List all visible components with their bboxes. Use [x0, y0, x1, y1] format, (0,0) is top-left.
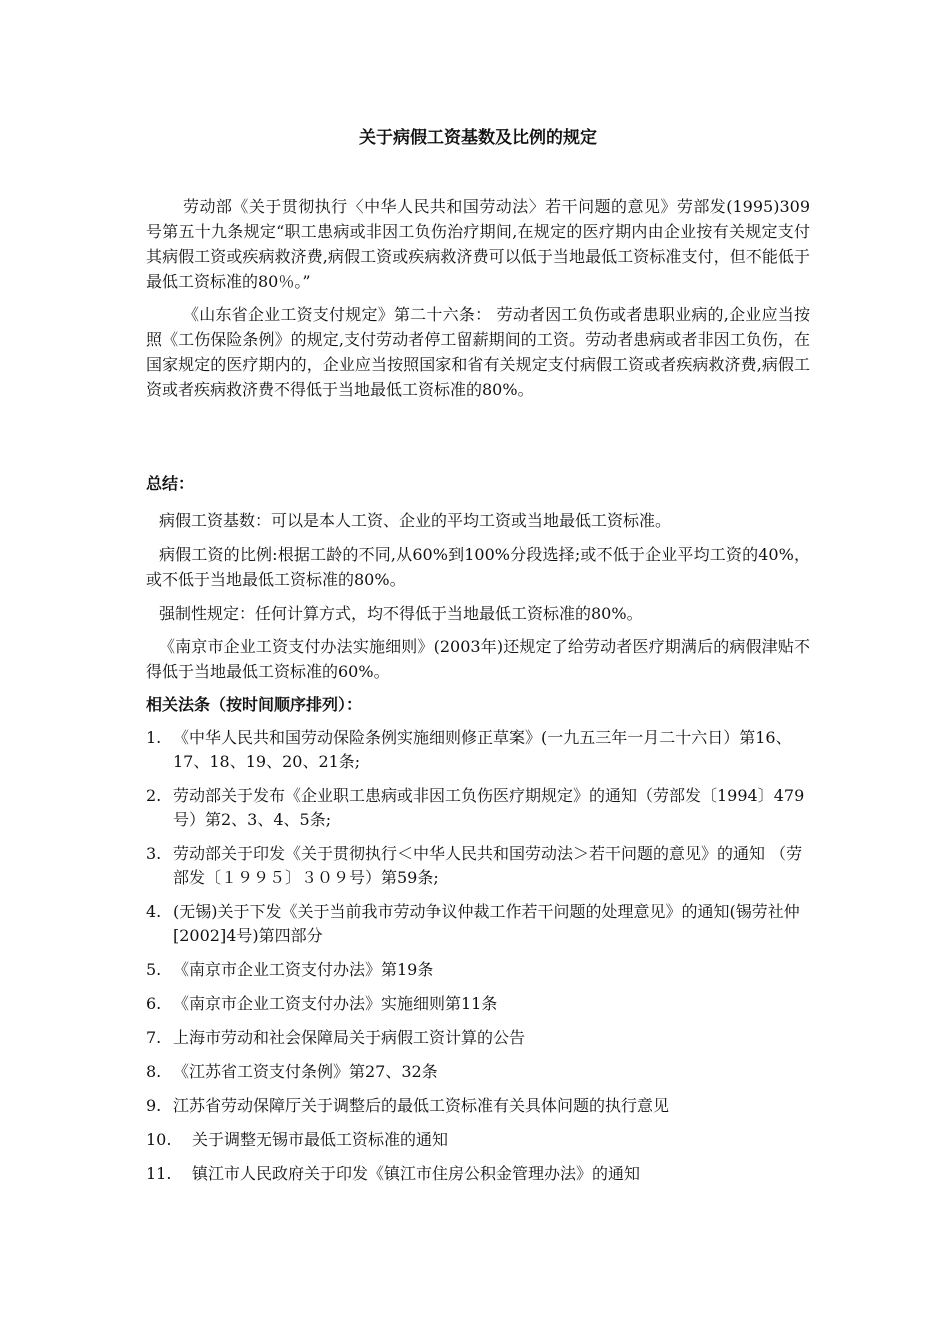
list-number: 6. — [146, 994, 162, 1013]
list-text: (无锡)关于下发《关于当前我市劳动争议仲裁工作若干问题的处理意见》的通知(锡劳社仲[2002]4号)第四部分 — [173, 902, 800, 945]
list-item — [146, 842, 810, 890]
list-text: 江苏省劳动保障厅关于调整后的最低工资标准有关具体问题的执行意见 — [173, 1096, 670, 1115]
paragraph-shandong: 《山东省企业工资支付规定》第二十六条： 劳动者因工负伤或者患职业病的,企业应当按照《工伤保险条例》的规定,支付劳动者停工留薪期间的工资。劳动者患病或者非因工负伤，在国家规定的医疗期内的，企业应当按照国家和省有关规定支付病假工资或者疾病救济费,病假工资或者疾病救济费不得低于当地最低工资标准的80%。 — [146, 305, 810, 399]
list-item — [146, 1026, 810, 1050]
list-number: 4. — [146, 902, 162, 921]
list-text: 镇江市人民政府关于印发《镇江市住房公积金管理办法》的通知 — [192, 1164, 641, 1183]
list-item — [146, 784, 810, 832]
summary-mandatory: 强制性规定：任何计算方式，均不得低于当地最低工资标准的80%。 — [159, 604, 643, 623]
list-text: 《南京市企业工资支付办法》第19条 — [173, 960, 434, 979]
list-item — [146, 1094, 810, 1118]
summary-ratio: 病假工资的比例:根据工龄的不同,从60%到100%分段选择;或不低于企业平均工资的40%，或不低于当地最低工资标准的80%。 — [146, 545, 810, 589]
list-text: 上海市劳动和社会保障局关于病假工资计算的公告 — [173, 1028, 526, 1047]
list-text: 劳动部关于印发《关于贯彻执行＜中华人民共和国劳动法＞若干问题的意见》的通知 （劳部发〔１９９５〕３０９号）第59条; — [173, 844, 803, 887]
paragraph-labor-ministry: 劳动部《关于贯彻执行〈中华人民共和国劳动法〉若干问题的意见》劳部发(1995)309号第五十九条规定“职工患病或非因工负伤治疗期间,在规定的医疗期内由企业按有关规定支付其病假工资或疾病救济费,病假工资或疾病救济费可以低于当地最低工资标准支付，但不能低于最低工资标准的80％。” — [146, 197, 810, 291]
list-number: 11. — [146, 1164, 172, 1183]
summary-base: 病假工资基数：可以是本人工资、企业的平均工资或当地最低工资标准。 — [159, 511, 672, 530]
list-number: 10. — [146, 1130, 172, 1149]
list-item — [146, 900, 810, 948]
list-number: 3. — [146, 844, 162, 863]
list-item — [146, 1060, 810, 1084]
list-item — [146, 726, 810, 774]
laws-heading: 相关法条（按时间顺序排列）： — [146, 695, 363, 714]
laws-list — [146, 726, 810, 1196]
list-text: 《中华人民共和国劳动保险条例实施细则修正草案》(一九五三年一月二十六日）第16、17、18、19、20、21条; — [173, 728, 792, 771]
list-item — [146, 958, 810, 982]
list-text: 《江苏省工资支付条例》第27、32条 — [173, 1062, 438, 1081]
list-text: 《南京市企业工资支付办法》实施细则第11条 — [173, 994, 498, 1013]
document-title: 关于病假工资基数及比例的规定 — [359, 128, 597, 148]
list-text: 劳动部关于发布《企业职工患病或非因工负伤医疗期规定》的通知（劳部发〔1994〕479号）第2、3、4、5条; — [173, 786, 805, 829]
list-number: 7. — [146, 1028, 162, 1047]
list-item — [146, 992, 810, 1016]
list-item — [146, 1128, 810, 1152]
list-text: 关于调整无锡市最低工资标准的通知 — [192, 1130, 449, 1149]
list-number: 1. — [146, 728, 162, 747]
list-number: 8. — [146, 1062, 162, 1081]
summary-nanjing: 《南京市企业工资支付办法实施细则》(2003年)还规定了给劳动者医疗期满后的病假津贴不得低于当地最低工资标准的60%。 — [146, 637, 810, 681]
list-number: 2. — [146, 786, 162, 805]
list-number: 9. — [146, 1096, 162, 1115]
list-item — [146, 1162, 810, 1186]
summary-heading: 总结： — [146, 474, 195, 493]
list-number: 5. — [146, 960, 162, 979]
